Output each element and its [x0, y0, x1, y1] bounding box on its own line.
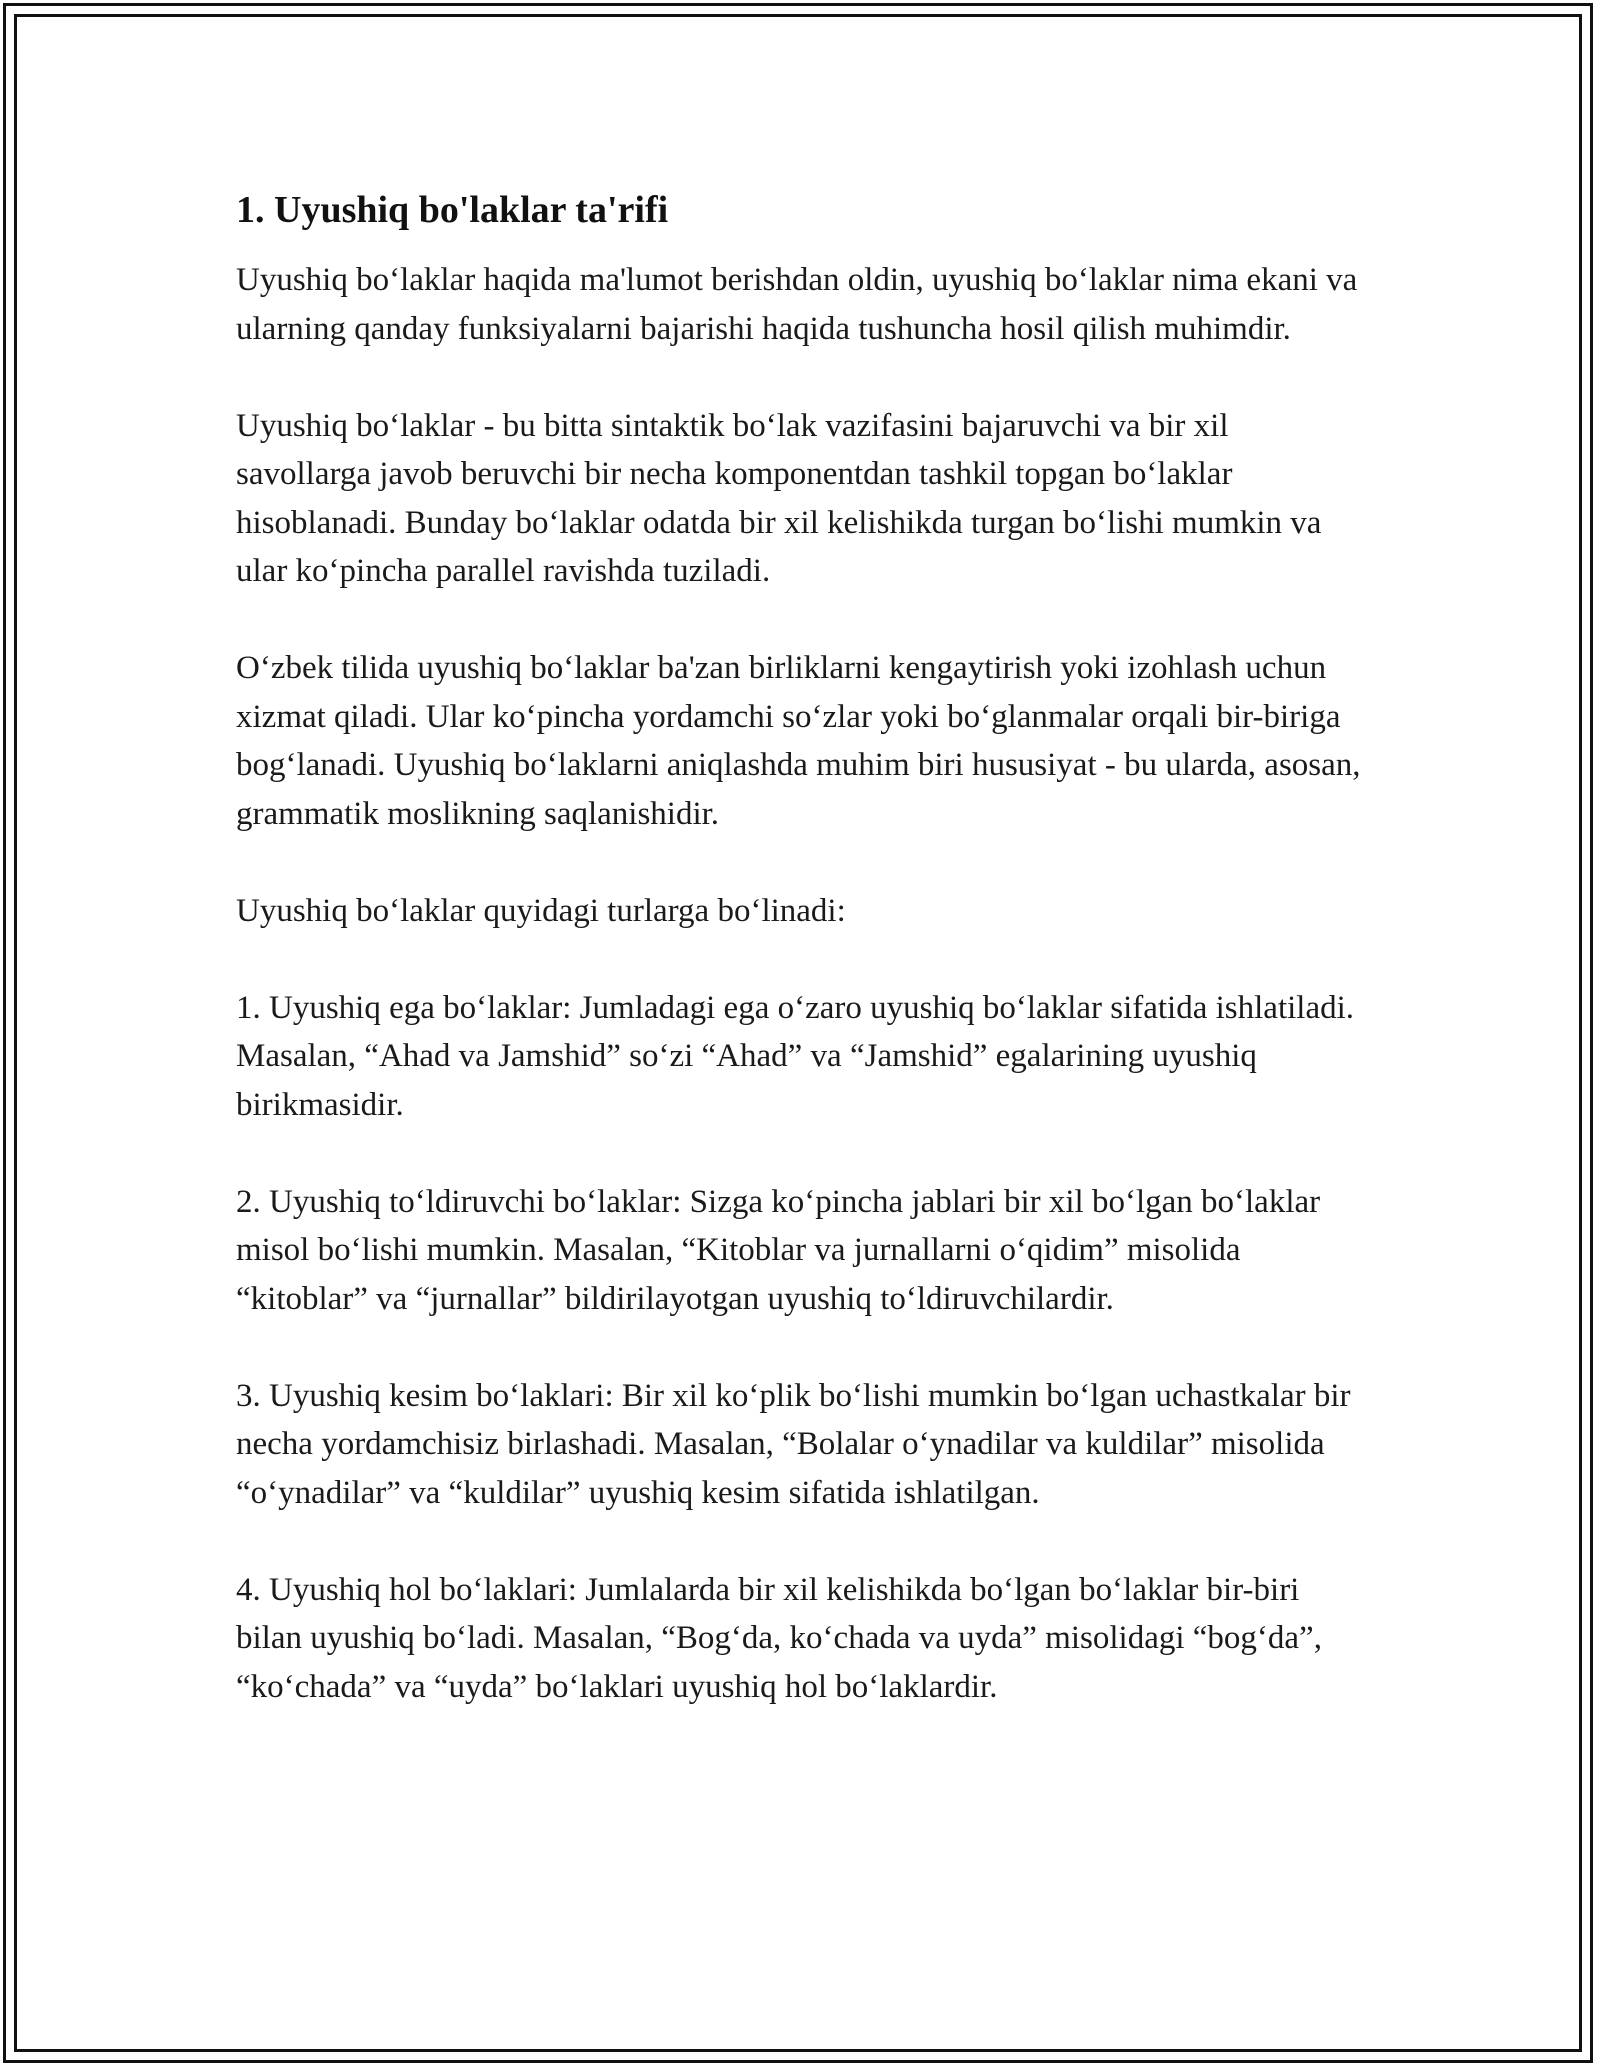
document-body	[236, 186, 1366, 1760]
list-item-hol: 4. Uyushiq hol bo‘laklari: Jumlalarda bir xil kelishikda bo‘lgan bo‘laklar bir-biri bilan uyushiq bo‘ladi. Masalan, “Bog‘da, ko‘chada va uyda” misolidagi “bog‘da”, “ko‘chada” va “uyda” bo‘laklari uyushiq hol bo‘laklardir.	[236, 1571, 1322, 1705]
paragraph-types-intro: Uyushiq bo‘laklar quyidagi turlarga bo‘linadi:	[236, 892, 846, 929]
section-heading: 1. Uyushiq bo'laklar ta'rifi	[236, 189, 669, 231]
list-item-ega: 1. Uyushiq ega bo‘laklar: Jumladagi ega o‘zaro uyushiq bo‘laklar sifatida ishlatiladi. Masalan, “Ahad va Jamshid” so‘zi “Ahad” va “Jamshid” egalarining uyushiq birikmasidir.	[236, 989, 1355, 1123]
paragraph-definition: Uyushiq bo‘laklar - bu bitta sintaktik bo‘lak vazifasini bajaruvchi va bir xil savollarga javob beruvchi bir necha komponentdan tashkil topgan bo‘laklar hisoblanadi. Bunday bo‘laklar odatda bir xil kelishikda turgan bo‘lishi mumkin va ular ko‘pincha parallel ravishda tuziladi.	[236, 407, 1322, 589]
paragraph-uzbek-usage: O‘zbek tilida uyushiq bo‘laklar ba'zan birliklarni kengaytirish yoki izohlash uchun xizmat qiladi. Ular ko‘pincha yordamchi so‘zlar yoki bo‘glanmalar orqali bir-biriga bog‘lanadi. Uyushiq bo‘laklarni aniqlashda muhim biri hususiyat - bu ularda, asosan, grammatik moslikning saqlanishidir.	[236, 650, 1361, 832]
list-item-toldiruvchi: 2. Uyushiq to‘ldiruvchi bo‘laklar: Sizga ko‘pincha jablari bir xil bo‘lgan bo‘laklar misol bo‘lishi mumkin. Masalan, “Kitoblar va jurnallarni o‘qidim” misolida “kitoblar” va “jurnallar” bildirilayotgan uyushiq to‘ldiruvchilardir.	[236, 1183, 1321, 1317]
list-item-kesim: 3. Uyushiq kesim bo‘laklari: Bir xil ko‘plik bo‘lishi mumkin bo‘lgan uchastkalar bir necha yordamchisiz birlashadi. Masalan, “Bolalar o‘ynadilar va kuldilar” misolida “o‘ynadilar” va “kuldilar” uyushiq kesim sifatida ishlatilgan.	[236, 1377, 1351, 1511]
paragraph-intro: Uyushiq bo‘laklar haqida ma'lumot berishdan oldin, uyushiq bo‘laklar nima ekani va ularning qanday funksiyalarni bajarishi haqida tushuncha hosil qilish muhimdir.	[236, 262, 1358, 347]
